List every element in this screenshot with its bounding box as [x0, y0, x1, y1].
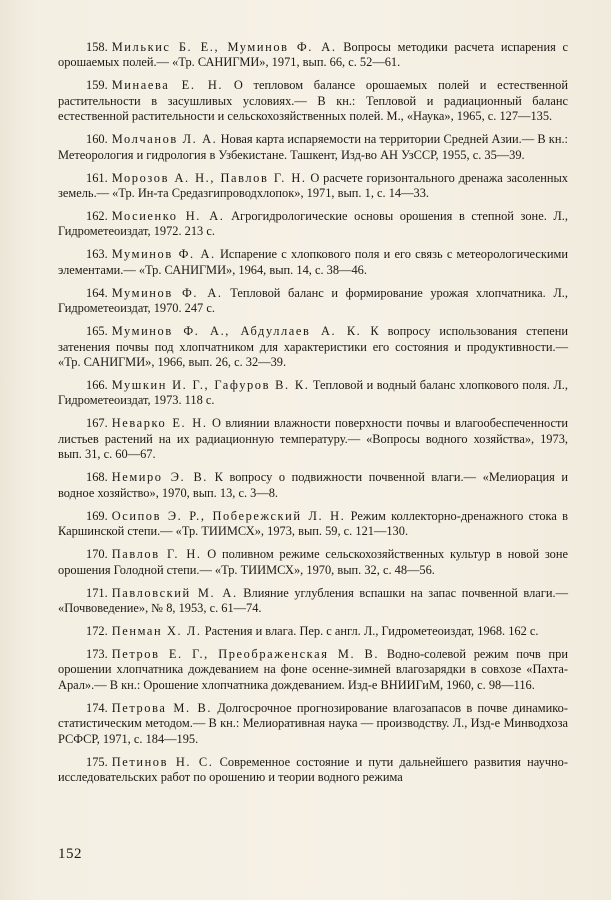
reference-authors: Петинов Н. С. — [111, 754, 214, 769]
reference-entry — [58, 132, 568, 163]
reference-number: 159. — [86, 78, 108, 93]
reference-entry — [58, 40, 568, 71]
reference-entry — [58, 416, 568, 462]
reference-number: 167. — [86, 416, 108, 431]
reference-entry — [58, 378, 568, 409]
reference-text: Влияние углубления вспашки на запас почвенной влаги.— «Почвоведение», № 8, 1953, с. 61—74. — [58, 585, 568, 615]
reference-number: 162. — [86, 209, 108, 224]
reference-authors: Мосиенко Н. А. — [111, 209, 225, 224]
reference-authors: Муминов Ф. А. — [111, 285, 223, 300]
reference-text: Агрогидрологические основы орошения в степной зоне. Л., Гидрометеоиздат, 1972. 213 с. — [58, 209, 568, 239]
reference-entry — [58, 624, 568, 639]
reference-text: Новая карта испаряемости на территории Средней Азии.— В кн.: Метеорология и гидрология в Узбекистане. Ташкент, Изд-во АН УзССР, 1955, с. 35—39. — [58, 132, 568, 162]
reference-entry — [58, 547, 568, 578]
reference-entry — [58, 286, 568, 317]
reference-text: Современное состояние и пути дальнейшего развития научно-исследовательских работ по орошению и теории водного режима — [58, 754, 568, 784]
reference-text: О влиянии влажности поверхности почвы и влагообеспеченности листьев растений на их радиационную температуру.— «Вопросы водного хозяйства», 1973, вып. 31, с. 60—67. — [58, 416, 568, 462]
reference-number: 163. — [86, 247, 108, 262]
reference-authors: Павловский М. А. — [111, 585, 238, 600]
reference-authors: Неварко Е. Н. — [111, 416, 208, 431]
reference-entry — [58, 647, 568, 693]
reference-text: Испарение с хлопкового поля и его связь с метеорологическими элементами.— «Тр. САНИГМИ», 1964, вып. 14, с. 38—46. — [58, 247, 568, 277]
reference-text: Тепловой и водный баланс хлопкового поля. Л., Гидрометеоиздат, 1973. 118 с. — [58, 378, 568, 408]
reference-text: К вопросу о подвижности почвенной влаги.— «Мелиорация и водное хозяйство», 1970, вып. 13, с. 3—8. — [58, 470, 568, 500]
reference-entry — [58, 470, 568, 501]
reference-number: 166. — [86, 378, 108, 393]
reference-number: 170. — [86, 547, 108, 562]
reference-number: 165. — [86, 324, 108, 339]
reference-authors: Осипов Э. Р., Побережский Л. Н. — [111, 508, 346, 523]
reference-number: 174. — [86, 700, 108, 715]
reference-entry — [58, 324, 568, 370]
reference-text: О тепловом балансе орошаемых полей и естественной растительности в засушливых условиях.— В кн.: Тепловой и радиационный баланс естественной растительности и сельскохозяйственных полей. М., «Наука», 1965, с. 127—135. — [58, 78, 568, 124]
reference-text: Растения и влага. Пер. с англ. Л., Гидрометеоиздат, 1968. 162 с. — [204, 623, 539, 638]
reference-authors: Муминов Ф. А., Абдуллаев А. К. — [111, 324, 362, 339]
reference-authors: Морозов А. Н., Павлов Г. Н. — [111, 170, 307, 185]
reference-list — [58, 40, 568, 793]
reference-number: 173. — [86, 646, 108, 661]
reference-text: Водно-солевой режим почв при орошении хлопчатника дождеванием на фоне осенне-зимней влагозарядки в совхозе «Пахта-Арал».— В кн.: Орошение хлопчатника дождеванием. Изд-е ВНИИГиМ, 1960, с. 98—116. — [58, 646, 568, 692]
reference-authors: Молчанов Л. А. — [111, 132, 218, 147]
reference-number: 161. — [86, 170, 108, 185]
reference-entry — [58, 586, 568, 617]
reference-number: 172. — [86, 623, 108, 638]
reference-entry — [58, 247, 568, 278]
reference-number: 175. — [86, 754, 108, 769]
reference-text: О поливном режиме сельскохозяйственных культур в новой зоне орошения Голодной степи.— «Тр. ТИИМСХ», 1970, вып. 32, с. 48—56. — [58, 547, 568, 577]
reference-authors: Пенман Х. Л. — [111, 623, 202, 638]
reference-number: 171. — [86, 585, 108, 600]
reference-authors: Павлов Г. Н. — [111, 547, 202, 562]
reference-authors: Минаева Е. Н. — [111, 78, 224, 93]
page-number: 152 — [58, 846, 82, 862]
reference-number: 158. — [86, 40, 108, 54]
reference-text: К вопросу использования степени затенения почвы под хлопчатником для характеристики его состояния и продуктивности.— «Тр. САНИГМИ», 1966, вып. 26, с. 32—39. — [58, 324, 568, 370]
reference-text: Долгосрочное прогнозирование влагозапасов в почве динамико-статистическим методом.— В кн.: Мелиоративная наука — производству. Л., Изд-е Минводхоза РСФСР, 1971, с. 184—195. — [58, 700, 568, 746]
reference-entry — [58, 209, 568, 240]
reference-entry — [58, 171, 568, 202]
reference-text: Вопросы методики расчета испарения с орошаемых полей.— «Тр. САНИГМИ», 1971, вып. 66, с. 52—61. — [58, 40, 568, 70]
reference-entry — [58, 509, 568, 540]
reference-authors: Петров Е. Г., Преображенская М. В. — [111, 646, 380, 661]
reference-authors: Петрова М. В. — [111, 700, 213, 715]
reference-entry — [58, 78, 568, 124]
reference-number: 169. — [86, 508, 108, 523]
reference-authors: Немиро Э. В. — [111, 470, 209, 485]
reference-authors: Муминов Ф. А. — [111, 247, 216, 262]
reference-number: 160. — [86, 132, 108, 147]
reference-number: 164. — [86, 285, 108, 300]
reference-number: 168. — [86, 470, 108, 485]
reference-text: Тепловой баланс и формирование урожая хлопчатника. Л., Гидрометеоиздат, 1970. 247 с. — [58, 285, 568, 316]
reference-entry — [58, 755, 568, 786]
reference-authors: Милькис Б. Е., Муминов Ф. А. — [111, 40, 337, 54]
reference-entry — [58, 701, 568, 747]
reference-authors: Мушкин И. Г., Гафуров В. К. — [111, 378, 310, 393]
reference-text: Режим коллекторно-дренажного стока в Каршинской степи.— «Тр. ТИИМСХ», 1973, вып. 59, с. 121—130. — [58, 508, 568, 539]
reference-text: О расчете горизонтального дренажа засоленных земель.— «Тр. Ин-та Средазгипроводхлопок», 1971, вып. 1, с. 14—33. — [58, 170, 568, 201]
